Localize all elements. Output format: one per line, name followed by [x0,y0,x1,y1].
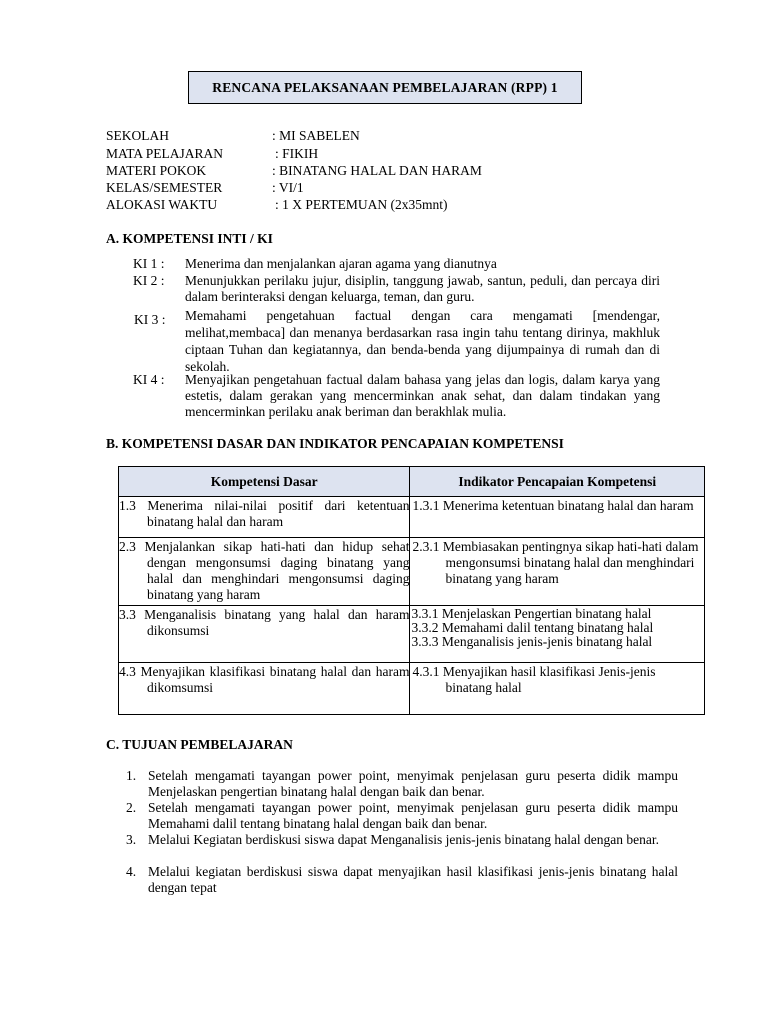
ki-3-text: Memahami pengetahuan factual dengan cara mengamati [mendengar, melihat,membaca] dan menanya berdasarkan rasa ingin tahu tentang dirinya, makhluk ciptaan Tuhan dan kegiatannya, dan benda-benda yang dijumpainya di rumah dan di sekolah. [185,308,660,374]
objective-number: 2. [126,800,137,815]
identity-value-alokasi: : 1 X PERTEMUAN (2x35mnt) [275,197,448,212]
ki-1-text: Menerima dan menjalankan ajaran agama yang dianutnya [185,256,497,271]
table-row [119,497,705,538]
header-kompetensi-dasar: Kompetensi Dasar [119,467,410,497]
identity-value-materi: : BINATANG HALAL DAN HARAM [272,163,482,178]
kd-cell: 2.3 Menjalankan sikap hati-hati dan hidup sehat dengan mengonsumsi daging binatang yang halal dan menghindari mengonsumsi daging binatang yang haram [119,539,410,602]
objective-number: 1. [126,768,137,783]
identity-value-mapel: : FIKIH [275,146,319,161]
table-row [119,606,705,663]
section-c-heading: C. TUJUAN PEMBELAJARAN [106,737,293,752]
indicator-cell: 4.3.1 Menyajikan hasil klasifikasi Jenis-jenis binatang halal [412,664,656,695]
section-b-heading: B. KOMPETENSI DASAR DAN INDIKATOR PENCAPAIAN KOMPETENSI [106,436,564,451]
objective-text: Setelah mengamati tayangan power point, menyimak penjelasan guru peserta didik mampu Memahami dalil tentang binatang halal dengan baik dan benar. [148,800,678,831]
identity-label-materi: MATERI POKOK [106,163,207,178]
page-title: RENCANA PELAKSANAAN PEMBELAJARAN (RPP) 1 [188,71,582,104]
identity-label-mapel: MATA PELAJARAN [106,146,224,161]
indicator-item: 3.3.2 Memahami dalil tentang binatang halal [411,620,654,635]
ki-2-text: Menunjukkan perilaku jujur, disiplin, tanggung jawab, santun, peduli, dan percaya diri dalam berinteraksi dengan keluarga, teman, dan guru. [185,273,660,304]
kd-cell: 1.3 Menerima nilai-nilai positif dari ketentuan binatang halal dan haram [119,498,410,529]
identity-label-sekolah: SEKOLAH [106,128,169,143]
objective-number: 4. [126,864,137,879]
indicator-cell: 1.3.1 Menerima ketentuan binatang halal dan haram [412,498,694,513]
objective-text: Melalui kegiatan berdiskusi siswa dapat menyajikan hasil klasifikasi jenis-jenis binatang halal dengan tepat [148,864,678,895]
header-indikator: Indikator Pencapaian Kompetensi [410,467,705,497]
indicator-list [410,606,704,649]
objective-number: 3. [126,832,137,847]
identity-label-kelas: KELAS/SEMESTER [106,180,223,195]
indicator-item: 3.3.1 Menjelaskan Pengertian binatang halal [411,606,652,621]
section-a-heading: A. KOMPETENSI INTI / KI [106,231,273,246]
objective-text: Melalui Kegiatan berdiskusi siswa dapat Menganalisis jenis-jenis binatang halal dengan benar. [148,832,659,847]
ki-4-text: Menyajikan pengetahuan factual dalam bahasa yang jelas dan logis, dalam karya yang estetis, dalam gerakan yang mencerminkan anak sehat, dan dalam tindakan yang mencerminkan perilaku anak beriman dan berakhlak mulia. [185,372,660,419]
kd-cell: 3.3 Menganalisis binatang yang halal dan haram dikonsumsi [119,607,410,638]
table-row [119,663,705,715]
indicator-item: 3.3.3 Menganalisis jenis-jenis binatang halal [411,634,653,649]
objective-text: Setelah mengamati tayangan power point, menyimak penjelasan guru peserta didik mampu Menjelaskan pengertian binatang halal dengan baik dan benar. [148,768,678,799]
table-row [119,538,705,606]
ki-4-label: KI 4 : [133,372,165,387]
ki-2-label: KI 2 : [133,273,165,288]
competency-table [118,466,705,715]
identity-value-sekolah: : MI SABELEN [272,128,360,143]
kd-cell: 4.3 Menyajikan klasifikasi binatang halal dan haram dikomsumsi [119,664,410,695]
ki-3-label: KI 3 : [134,312,166,327]
indicator-cell: 2.3.1 Membiasakan pentingnya sikap hati-hati dalam mengonsumsi binatang halal dan menghindari binatang yang haram [412,539,699,586]
identity-label-alokasi: ALOKASI WAKTU [106,197,218,212]
ki-1-label: KI 1 : [133,256,165,271]
table-header-row [119,467,705,497]
identity-value-kelas: : VI/1 [272,180,304,195]
